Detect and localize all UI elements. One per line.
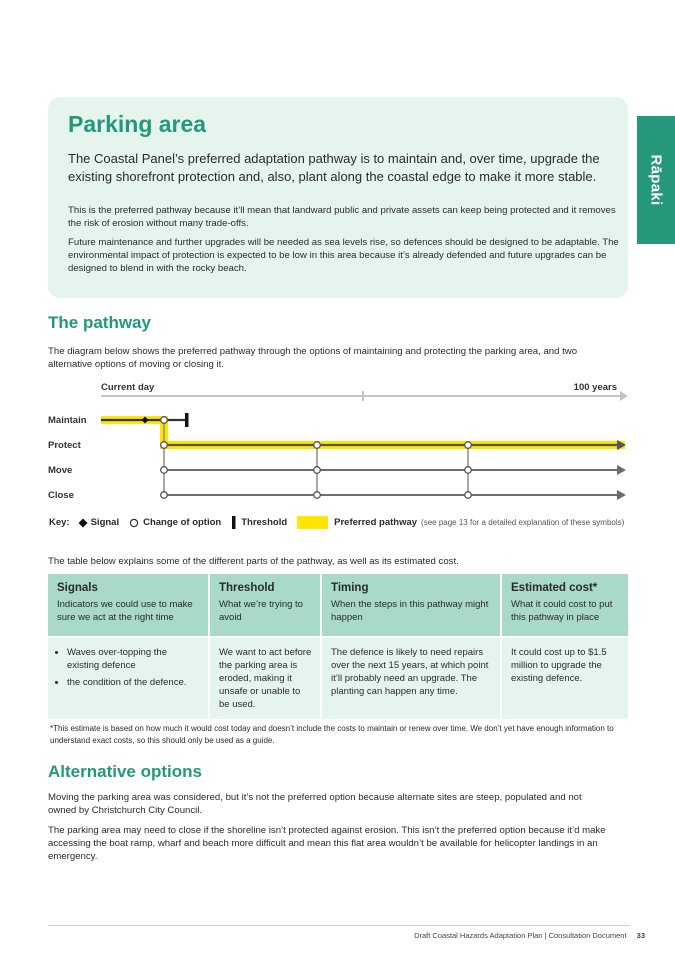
cell-cost: It could cost up to $1.5 million to upgrade the existing defence. (501, 637, 628, 719)
option-change-circle (465, 467, 472, 474)
cell-signals (48, 637, 209, 719)
close-arrow (617, 490, 626, 500)
threshold-marker (185, 413, 189, 427)
cell-threshold: We want to act before the parking area is eroded, making it unsafe or unable to be used. (209, 637, 321, 719)
key-threshold-label: Threshold (241, 517, 288, 528)
option-change-circle (465, 442, 472, 449)
pathway-intro: The diagram below shows the preferred pathway through the options of maintaining and protecting the parking area, and two alternative options of moving or closing it. (48, 346, 578, 370)
pathway-diagram (45, 375, 635, 510)
header-cost: Estimated cost* What it could cost to put this pathway in place (501, 574, 628, 637)
diagram-key (49, 516, 624, 529)
timeline-start-label: Current day (101, 382, 155, 393)
key-threshold (231, 516, 287, 529)
move-arrow (617, 465, 626, 475)
timeline-end-label: 100 years (573, 382, 617, 393)
intro-paragraph-1: This is the preferred pathway because it’ll mean that landward public and private assets can keep being protected and it removes the risk of erosion without many trade-offs. (68, 205, 616, 229)
option-change-circle (465, 492, 472, 499)
key-change (129, 517, 221, 528)
option-change-circle (161, 492, 168, 499)
header-timing: Timing When the steps in this pathway might happen (321, 574, 501, 637)
table-intro: The table below explains some of the different parts of the pathway, as well as its estimated cost. (48, 556, 459, 567)
table-header-row (48, 574, 628, 637)
page-number: 33 (636, 931, 645, 940)
row-label-move: Move (48, 465, 73, 476)
preferred-pathway-highlight (101, 420, 625, 445)
section-tab (637, 116, 675, 244)
section-tab-label: Rāpaki (647, 154, 665, 206)
row-label-close: Close (48, 490, 74, 501)
intro-box (48, 97, 628, 298)
row-label-maintain: Maintain (48, 415, 87, 426)
intro-paragraph-2: Future maintenance and further upgrades will be needed as sea levels rise, so defences should be designed to be adaptable. The environmental impact of protection is expected to be low in this area because it’s already defended and future upgrades can be designed to blend in with the rocky beach. (68, 237, 619, 274)
footer-divider (48, 925, 630, 926)
key-note: (see page 13 for a detailed explanation of these symbols) (421, 518, 625, 527)
page-footer (414, 931, 645, 940)
footnote: *This estimate is based on how much it would cost today and doesn’t include the costs to maintain or renew over time. We don’t yet have enough information to understand exact costs, so this should only be used as a guide. (50, 724, 614, 745)
option-change-circle (161, 442, 168, 449)
timeline-arrow (620, 391, 628, 401)
table-row (48, 637, 628, 719)
signal-icon (78, 518, 88, 528)
key-change-label: Change of option (143, 517, 222, 528)
cell-timing: The defence is likely to need repairs over the next 15 years, at which point it’ll probably need an upgrade. The planting can happen any time. (321, 637, 501, 719)
header-threshold: Threshold What we’re trying to avoid (209, 574, 321, 637)
header-signals: Signals Indicators we could use to make sure we act at the right time (48, 574, 209, 637)
alternatives-paragraph-2: The parking area may need to close if the shoreline isn’t protected against erosion. This isn’t the preferred option because it’d make accessing the boat ramp, wharf and beach more difficult and mean this flat area wouldn’t be available for helicopter landings in an emergency. (48, 825, 606, 862)
option-change-circle (161, 417, 168, 424)
key-preferred-label: Preferred pathway (334, 517, 418, 528)
threshold-icon (231, 516, 237, 529)
signal-item: • Waves over-topping the existing defence (67, 646, 200, 672)
preferred-pathway-swatch (297, 516, 328, 529)
key-preferred (297, 516, 624, 529)
footer-text: Draft Coastal Hazards Adaptation Plan | Consultation Document (414, 931, 627, 940)
option-change-circle (161, 467, 168, 474)
key-label: Key: (49, 517, 70, 528)
pathway-heading: The pathway (48, 313, 151, 332)
alternatives-heading: Alternative options (48, 762, 202, 781)
alternatives-paragraph-1: Moving the parking area was considered, but it’s not the preferred option because alternate sites are steep, populated and not owned by Christchurch City Council. (48, 792, 582, 816)
key-signal (78, 517, 120, 528)
row-label-protect: Protect (48, 440, 81, 451)
option-change-circle (314, 467, 321, 474)
key-signal-label: Signal (90, 517, 120, 528)
page-title: Parking area (68, 111, 207, 137)
intro-lead: The Coastal Panel’s preferred adaptation pathway is to maintain and, over time, upgrade the existing shorefront protection and, also, plant along the coastal edge to make it more stable. (68, 151, 600, 184)
option-change-circle (314, 442, 321, 449)
signal-item: • the condition of the defence. (67, 676, 200, 689)
change-of-option-icon (129, 518, 139, 528)
option-change-circle (314, 492, 321, 499)
pathway-table (48, 574, 628, 719)
